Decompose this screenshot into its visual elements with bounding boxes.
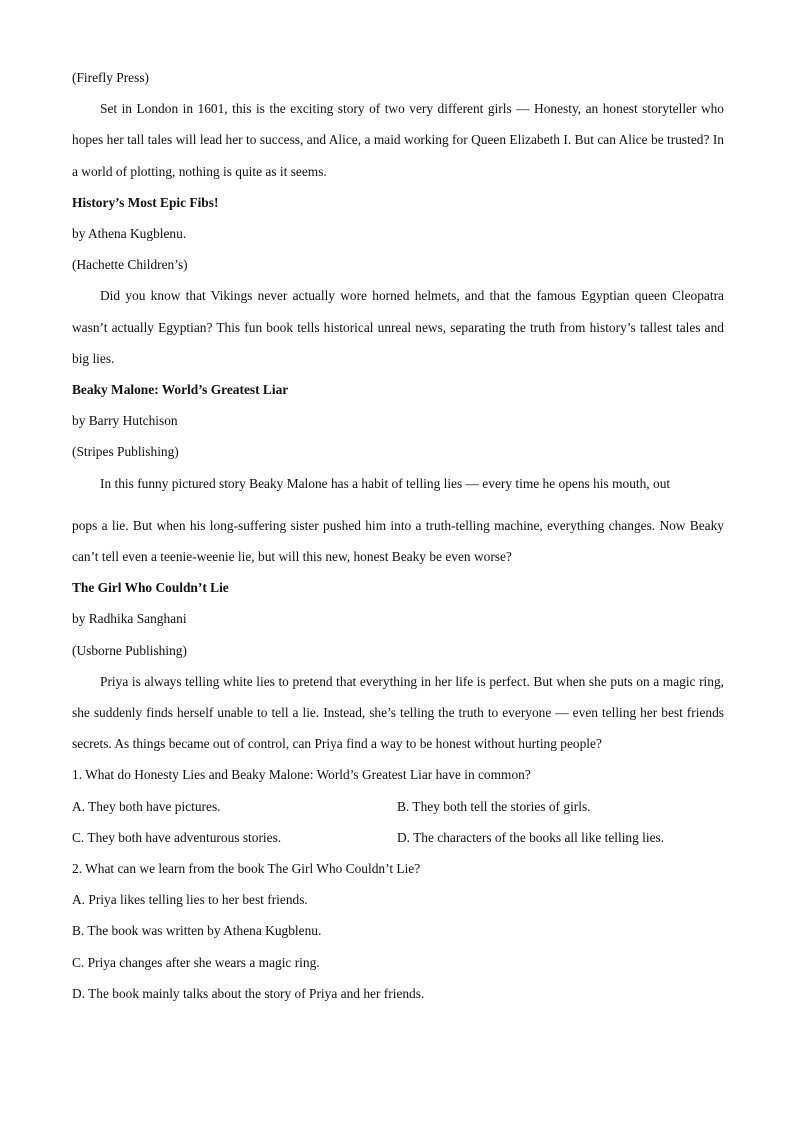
- book1-description: Set in London in 1601, this is the exciting story of two very different girls — Honesty, an honest storyteller who hopes her tall tales will lead her to success, and Alice, a maid working for Queen Elizabeth I. But can Alice be trusted? In a world of plotting, nothing is quite as it seems.: [72, 101, 724, 179]
- document-page: [72, 62, 724, 1009]
- book4-author: by Radhika Sanghani: [72, 611, 187, 627]
- book4-publisher: (Usborne Publishing): [72, 642, 187, 658]
- book2-publisher: (Hachette Children’s): [72, 257, 188, 273]
- question2-option-c[interactable]: C. Priya changes after she wears a magic ring.: [72, 954, 320, 970]
- book4-description: Priya is always telling white lies to pretend that everything in her life is perfect. But when she puts on a magic ring, she suddenly finds herself unable to tell a lie. Instead, she’s telling the truth to everyone — even telling her best friends secrets. As things became out of control, can Priya find a way to be honest without hurting people?: [72, 673, 724, 752]
- question1-option-b[interactable]: B. They both tell the stories of girls.: [397, 798, 591, 814]
- question2-option-b[interactable]: B. The book was written by Athena Kugblenu.: [72, 923, 322, 939]
- book3-description-part1: In this funny pictured story Beaky Malone has a habit of telling lies — every time he opens his mouth, out: [100, 475, 671, 491]
- book3-description: [72, 468, 724, 573]
- line-gap: [72, 499, 724, 510]
- book3-title: Beaky Malone: World’s Greatest Liar: [72, 382, 289, 398]
- question1-option-c[interactable]: C. They both have adventurous stories.: [72, 829, 282, 845]
- question1-options-row2: [72, 822, 724, 853]
- book3-description-part2: pops a lie. But when his long-suffering sister pushed him into a truth-telling machine, everything changes. Now Beaky can’t tell even a teenie-weenie lie, but will this new, honest Beaky be even worse?: [72, 517, 724, 565]
- question1-options-row1: [72, 791, 724, 822]
- question1-option-d[interactable]: D. The characters of the books all like telling lies.: [397, 829, 665, 845]
- question1-stem: 1. What do Honesty Lies and Beaky Malone: World’s Greatest Liar have in common?: [72, 767, 531, 783]
- book1-publisher: (Firefly Press): [72, 70, 149, 85]
- book3-author: by Barry Hutchison: [72, 413, 178, 429]
- book3-publisher: (Stripes Publishing): [72, 444, 179, 460]
- question2-stem: 2. What can we learn from the book The Girl Who Couldn’t Lie?: [72, 861, 421, 877]
- question2-option-a[interactable]: A. Priya likes telling lies to her best friends.: [72, 892, 308, 908]
- book4-title: The Girl Who Couldn’t Lie: [72, 580, 229, 596]
- book2-author: by Athena Kugblenu.: [72, 226, 187, 242]
- book2-title: History’s Most Epic Fibs!: [72, 194, 219, 210]
- question2-option-d[interactable]: D. The book mainly talks about the story of Priya and her friends.: [72, 985, 425, 1001]
- book2-description: Did you know that Vikings never actually wore horned helmets, and that the famous Egyptian queen Cleopatra wasn’t actually Egyptian? This fun book tells historical unreal news, separating the truth from history’s tallest tales and big lies.: [72, 288, 724, 366]
- question1-option-a[interactable]: A. They both have pictures.: [72, 798, 221, 814]
